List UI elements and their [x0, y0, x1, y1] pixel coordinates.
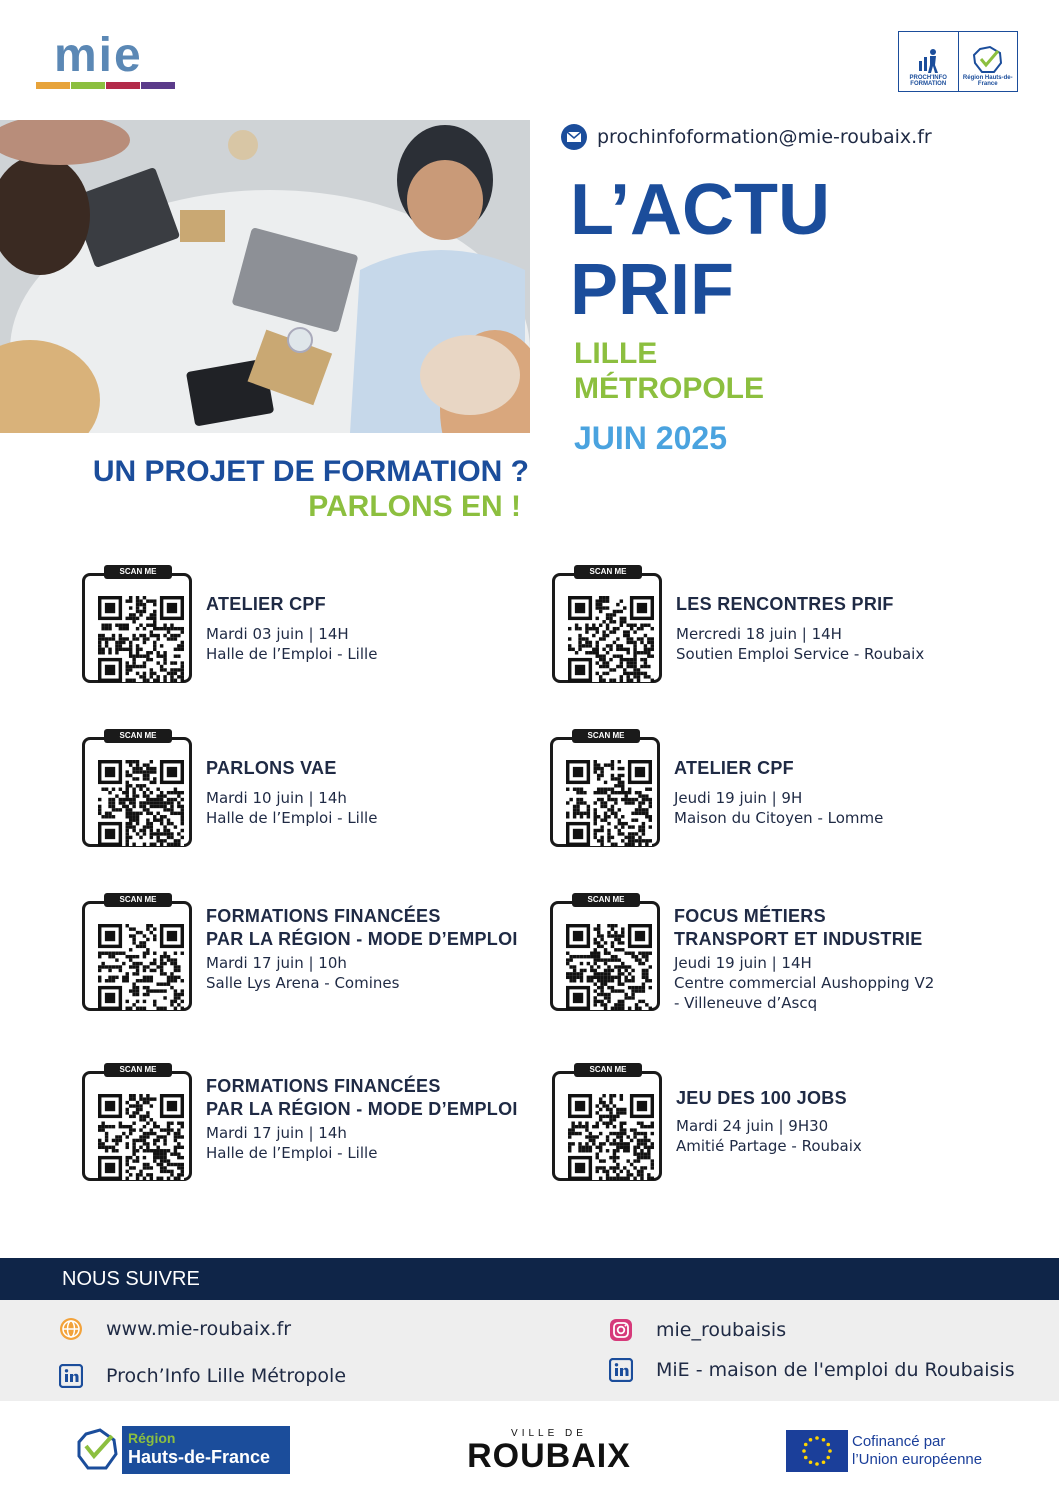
title-line-1: L’ACTU — [570, 170, 830, 250]
mie-logo — [36, 29, 176, 94]
eu-logo-line1: Cofinancé par — [852, 1433, 946, 1450]
region-logo-line2: Hauts-de-France — [128, 1447, 271, 1467]
qr-code[interactable] — [98, 760, 184, 846]
qr-code[interactable] — [98, 596, 184, 682]
event-place: Soutien Emploi Service - Roubaix — [676, 645, 925, 663]
event-place: Maison du Citoyen - Lomme — [674, 809, 884, 827]
eu-star — [822, 1438, 826, 1442]
event-title-line: LES RENCONTRES PRIF — [676, 594, 894, 614]
event-date: Jeudi 19 juin | 9H — [674, 789, 803, 807]
event-title — [206, 1075, 518, 1121]
edition-month: JUIN 2025 — [574, 420, 727, 456]
event-title-line: PAR LA RÉGION - MODE D’EMPLOI — [206, 1099, 518, 1119]
event-title-line: FORMATIONS FINANCÉES — [206, 906, 441, 926]
qr-frame — [550, 737, 660, 847]
event-title — [674, 905, 923, 951]
qr-frame — [82, 737, 192, 847]
linkedin-icon — [58, 1363, 84, 1389]
qr-code[interactable] — [98, 1094, 184, 1180]
event-title-line: ATELIER CPF — [206, 594, 326, 614]
event-date: Mardi 10 juin | 14h — [206, 789, 347, 807]
event-title — [676, 593, 894, 616]
event-date: Jeudi 19 juin | 14H — [674, 954, 812, 972]
eu-star — [809, 1438, 813, 1442]
event-date: Mercredi 18 juin | 14H — [676, 625, 842, 643]
eu-cofinance-logo — [786, 1430, 982, 1472]
instagram-text: mie_roubaisis — [656, 1319, 787, 1341]
linkedin-mie-link[interactable] — [608, 1357, 1015, 1383]
linkedin-prochinfo-link[interactable] — [58, 1363, 346, 1389]
region-logo-line1: Région — [128, 1430, 176, 1446]
team-meeting-photo — [0, 120, 530, 433]
instagram-icon — [608, 1317, 634, 1343]
envelope-icon — [561, 124, 587, 150]
eu-star — [822, 1460, 826, 1464]
event-card — [550, 729, 990, 849]
event-card — [82, 1063, 522, 1183]
ville-de-roubaix-logo — [464, 1428, 634, 1473]
prochinfo-logo — [899, 32, 958, 91]
event-title-line: ATELIER CPF — [674, 758, 794, 778]
contact-email[interactable]: prochinfoformation@mie-roubaix.fr — [597, 126, 932, 148]
event-title-line: JEU DES 100 JOBS — [676, 1088, 847, 1108]
title-line-2: PRIF — [570, 250, 735, 330]
mie-logo-bars — [36, 82, 176, 89]
globe-icon — [58, 1316, 84, 1342]
event-place: Halle de l’Emploi - Lille — [206, 1144, 378, 1162]
prochinfo-logo-text: PROCH'INFO FORMATION — [909, 75, 947, 87]
event-title — [206, 593, 326, 616]
website-link[interactable] — [58, 1316, 291, 1342]
event-title-line: FORMATIONS FINANCÉES — [206, 1076, 441, 1096]
page-title — [570, 170, 830, 330]
scan-me-label: SCAN ME — [574, 1063, 642, 1077]
event-title — [206, 905, 518, 951]
eu-star — [826, 1443, 830, 1447]
website-text: www.mie-roubaix.fr — [106, 1318, 292, 1340]
event-title — [676, 1087, 847, 1110]
eu-flag-icon — [786, 1430, 848, 1472]
france-map-icon — [970, 45, 1006, 75]
area-line-2: MÉTROPOLE — [574, 372, 765, 405]
region-small-logo-text: Région Hauts-de-France — [962, 75, 1013, 87]
event-place: Halle de l’Emploi - Lille — [206, 645, 378, 663]
event-title — [674, 757, 794, 780]
event-card — [82, 893, 522, 1013]
eu-star — [828, 1449, 832, 1453]
scan-me-label: SCAN ME — [104, 1063, 172, 1077]
instagram-link[interactable] — [608, 1317, 786, 1343]
event-date: Mardi 17 juin | 14h — [206, 1124, 347, 1142]
event-date: Mardi 17 juin | 10h — [206, 954, 347, 972]
scan-me-label: SCAN ME — [572, 893, 640, 907]
city-logo-small: VILLE DE — [511, 1428, 587, 1439]
event-date: Mardi 24 juin | 9H30 — [676, 1117, 829, 1135]
prochinfo-figure-icon — [913, 47, 943, 75]
event-card — [552, 1063, 992, 1183]
event-card — [82, 565, 522, 685]
france-map-icon — [76, 1426, 120, 1474]
eu-star — [815, 1436, 819, 1440]
prochinfo-region-logo — [898, 31, 1018, 92]
tagline-question: UN PROJET DE FORMATION ? — [92, 455, 529, 488]
social-links — [0, 1300, 1059, 1401]
follow-label: NOUS SUIVRE — [62, 1268, 200, 1290]
city-logo-big: ROUBAIX — [467, 1437, 631, 1475]
follow-bar — [0, 1258, 1059, 1300]
area-subtitle — [574, 336, 764, 406]
qr-frame — [82, 1071, 192, 1181]
event-card — [552, 565, 992, 685]
qr-code[interactable] — [98, 924, 184, 1010]
eu-star — [802, 1449, 806, 1453]
event-title-line: PARLONS VAE — [206, 758, 337, 778]
qr-frame — [82, 901, 192, 1011]
event-place: Amitié Partage - Roubaix — [676, 1137, 862, 1155]
event-place: Salle Lys Arena - Comines — [206, 974, 400, 992]
event-card — [550, 893, 990, 1013]
area-line-1: LILLE — [574, 337, 658, 370]
scan-me-label: SCAN ME — [574, 565, 642, 579]
scan-me-label: SCAN ME — [572, 729, 640, 743]
event-title-line: PAR LA RÉGION - MODE D’EMPLOI — [206, 929, 518, 949]
eu-star — [809, 1460, 813, 1464]
qr-frame — [552, 1071, 662, 1181]
region-hauts-de-france-logo — [76, 1426, 290, 1474]
eu-star — [815, 1462, 819, 1466]
mie-logo-text: mie — [54, 29, 143, 82]
event-title-line: FOCUS MÉTIERS — [674, 906, 826, 926]
qr-code[interactable] — [568, 596, 654, 682]
linkedin-icon — [608, 1357, 634, 1383]
region-small-logo — [958, 32, 1018, 91]
qr-frame — [552, 573, 662, 683]
event-place: Halle de l’Emploi - Lille — [206, 809, 378, 827]
qr-code[interactable] — [566, 760, 652, 846]
qr-frame — [82, 573, 192, 683]
scan-me-label: SCAN ME — [104, 565, 172, 579]
event-place: Centre commercial Aushopping V2 — [674, 974, 935, 992]
qr-frame — [550, 901, 660, 1011]
contact-email-row — [561, 124, 932, 150]
scan-me-label: SCAN ME — [104, 893, 172, 907]
eu-star — [804, 1456, 808, 1460]
eu-star — [826, 1456, 830, 1460]
region-logo-box — [122, 1426, 290, 1474]
linkedin-prochinfo-text: Proch’Info Lille Métropole — [106, 1365, 347, 1387]
event-date: Mardi 03 juin | 14H — [206, 625, 349, 643]
linkedin-mie-text: MiE - maison de l'emploi du Roubaisis — [656, 1359, 1015, 1381]
event-title — [206, 757, 337, 780]
tagline-answer: PARLONS EN ! — [308, 490, 521, 523]
qr-code[interactable] — [568, 1094, 654, 1180]
eu-star — [804, 1443, 808, 1447]
qr-code[interactable] — [566, 924, 652, 1010]
event-place: - Villeneuve d’Ascq — [674, 994, 818, 1012]
event-title-line: TRANSPORT ET INDUSTRIE — [674, 929, 923, 949]
eu-logo-line2: l’Union européenne — [852, 1451, 983, 1468]
scan-me-label: SCAN ME — [104, 729, 172, 743]
event-card — [82, 729, 522, 849]
